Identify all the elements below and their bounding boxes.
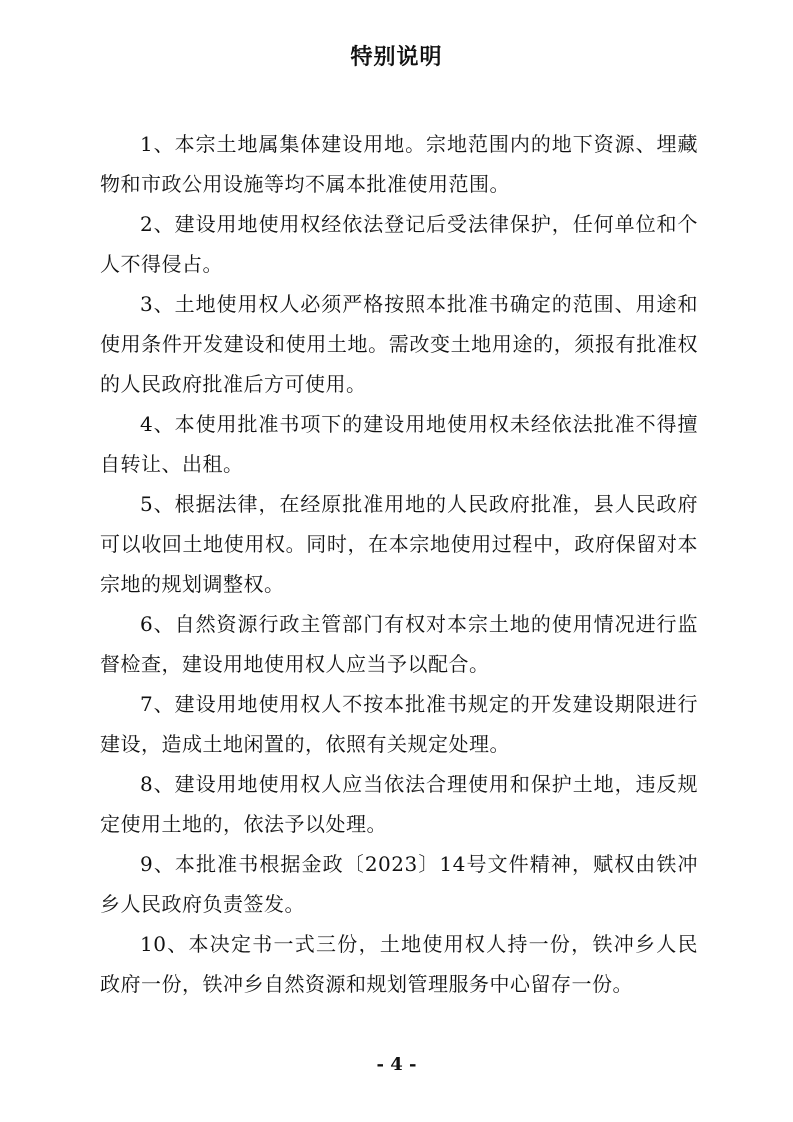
paragraph-4: 4、本使用批准书项下的建设用地使用权未经依法批准不得擅自转让、出租。 xyxy=(100,412,698,476)
paragraph-10: 10、本决定书一式三份，土地使用权人持一份，铁冲乡人民政府一份，铁冲乡自然资源和规划管理服务中心留存一份。 xyxy=(100,932,698,996)
paragraph-1: 1、本宗土地属集体建设用地。宗地范围内的地下资源、埋藏物和市政公用设施等均不属本批准使用范围。 xyxy=(100,132,698,196)
document-body xyxy=(100,124,698,1004)
paragraph-2: 2、建设用地使用权经依法登记后受法律保护，任何单位和个人不得侵占。 xyxy=(100,212,698,276)
paragraph-7: 7、建设用地使用权人不按本批准书规定的开发建设期限进行建设，造成土地闲置的，依照有关规定处理。 xyxy=(100,692,698,756)
page-number: - 4 - xyxy=(376,1054,417,1075)
paragraph-5: 5、根据法律，在经原批准用地的人民政府批准，县人民政府可以收回土地使用权。同时，在本宗地使用过程中，政府保留对本宗地的规划调整权。 xyxy=(100,492,698,596)
paragraph-9: 9、本批准书根据金政〔2023〕14号文件精神，赋权由铁冲乡人民政府负责签发。 xyxy=(100,852,698,916)
paragraph-3: 3、土地使用权人必须严格按照本批准书确定的范围、用途和使用条件开发建设和使用土地。需改变土地用途的，须报有批准权的人民政府批准后方可使用。 xyxy=(100,292,698,396)
paragraph-6: 6、自然资源行政主管部门有权对本宗土地的使用情况进行监督检查，建设用地使用权人应当予以配合。 xyxy=(100,612,698,676)
paragraph-8: 8、建设用地使用权人应当依法合理使用和保护土地，违反规定使用土地的，依法予以处理。 xyxy=(100,772,698,836)
page-title: 特别说明 xyxy=(350,45,443,70)
